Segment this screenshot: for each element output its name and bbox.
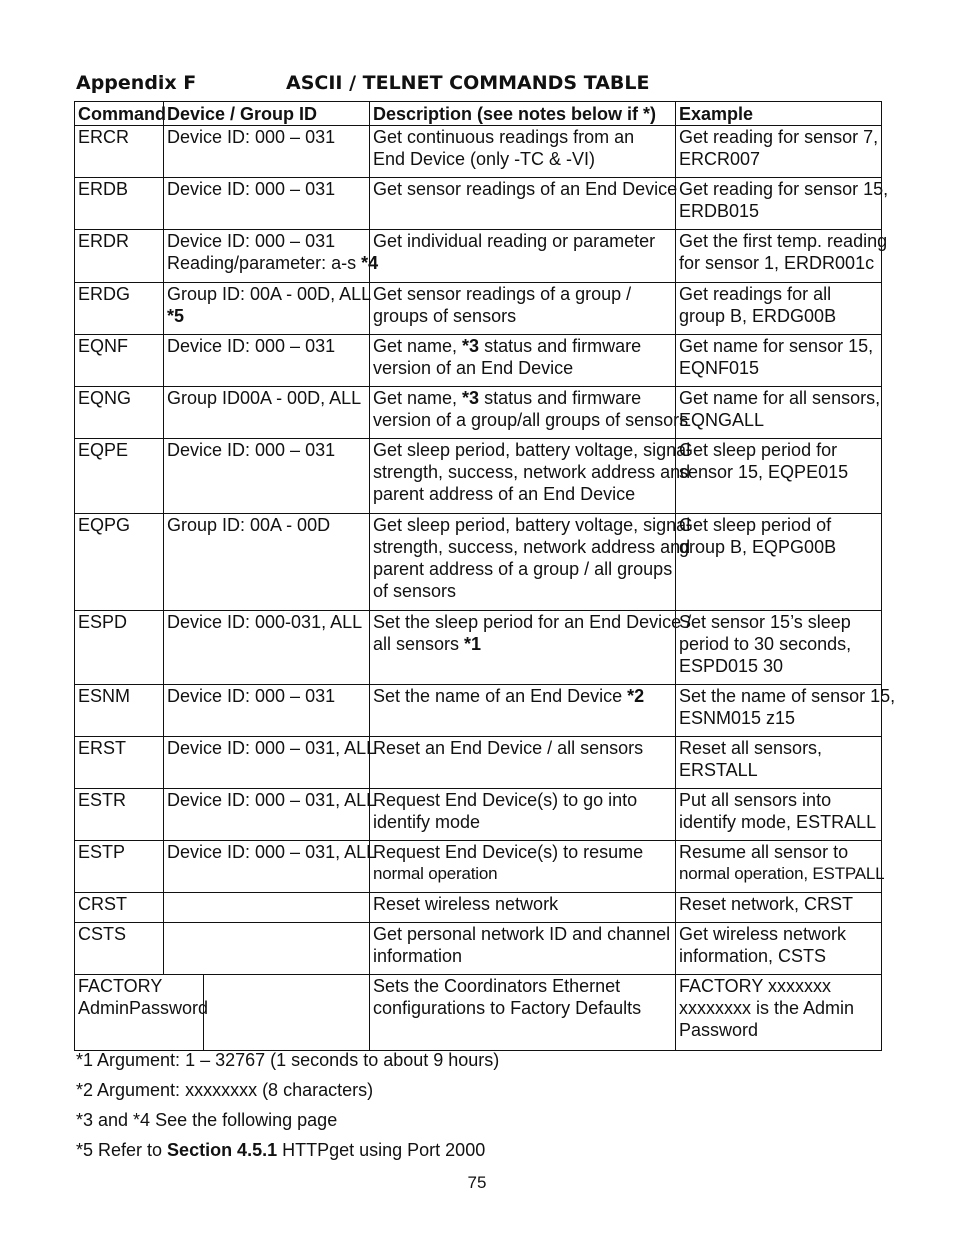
command-text: AdminPassword [78, 998, 209, 1018]
description-cell-line [373, 409, 689, 431]
text-segment: Get personal network ID and channel [373, 924, 671, 944]
page-number: 75 [467, 1173, 487, 1192]
text-segment: xxxxxxxx is the Admin [679, 998, 855, 1018]
device-cell [164, 283, 370, 335]
table-title: ASCII / TELNET COMMANDS TABLE [286, 72, 650, 94]
device-cell [164, 685, 370, 737]
text-segment: Request End Device(s) to resume [373, 842, 644, 862]
table-header [75, 102, 882, 126]
example-cell-line [679, 252, 878, 274]
footnote-segment: *1 Argument: 1 – 32767 (1 seconds to about 9 hours) [76, 1050, 500, 1070]
example-cell-line [679, 789, 878, 811]
example-cell [676, 283, 882, 335]
device-cell-line [167, 611, 366, 633]
device-cell [164, 514, 370, 611]
device-cell-line [167, 737, 377, 759]
text-segment: ESPD015 30 [679, 656, 784, 676]
description-cell-line [373, 611, 692, 633]
table-row [75, 685, 882, 737]
example-cell-line [679, 685, 896, 707]
text-segment: Device ID: 000 – 031 [167, 336, 336, 356]
appendix-label: Appendix F [76, 72, 197, 94]
example-cell-line [679, 759, 878, 781]
example-cell [676, 789, 882, 841]
description-cell [370, 230, 676, 283]
footnote [76, 1079, 499, 1109]
footnote-segment: *3 and *4 See the following page [76, 1110, 338, 1130]
description-cell [370, 283, 676, 335]
example-cell [676, 975, 882, 1051]
example-cell [676, 335, 882, 387]
command-text: FACTORY [78, 976, 163, 996]
device-cell [164, 230, 379, 283]
text-segment: status and firmware [479, 336, 642, 356]
text-segment: EQNGALL [679, 410, 765, 430]
footnote [76, 1139, 499, 1169]
text-segment: FACTORY xxxxxxx [679, 976, 832, 996]
example-cell [676, 514, 882, 611]
example-cell-line [679, 811, 878, 833]
text-segment: *2 [627, 686, 645, 706]
description-cell [370, 439, 691, 514]
description-cell-line [373, 536, 691, 558]
example-cell-line [679, 997, 878, 1019]
device-cell-line [167, 283, 372, 305]
example-cell-line [679, 409, 878, 431]
table-row [75, 178, 882, 230]
command-cell [75, 387, 164, 439]
example-cell-line [679, 923, 878, 945]
command-cell [75, 126, 164, 178]
description-cell-line [373, 685, 672, 707]
text-segment: Get sleep period for [679, 440, 838, 460]
description-cell [370, 685, 676, 737]
text-segment: *3 [462, 388, 480, 408]
command-text: ERDG [78, 284, 131, 304]
example-cell [676, 841, 885, 893]
command-text: ESPD [78, 612, 128, 632]
command-text: CRST [78, 894, 127, 914]
table-row [75, 514, 882, 611]
device-cell-line [167, 789, 377, 811]
text-segment: *5 [167, 306, 185, 326]
command-cell [75, 611, 164, 685]
text-segment: Set the sleep period for an End Device / [373, 612, 692, 632]
example-cell-line [679, 841, 878, 863]
footnote-segment: *2 Argument: xxxxxxxx (8 characters) [76, 1080, 374, 1100]
device-cell-line [167, 252, 379, 274]
header-description: Description (see notes below if *) [370, 102, 676, 126]
text-segment: Device ID: 000 – 031, ALL [167, 842, 377, 862]
text-segment: Device ID: 000 – 031 [167, 440, 336, 460]
text-segment: Reset all sensors, [679, 738, 823, 758]
command-cell [75, 685, 164, 737]
description-cell-line [373, 230, 672, 252]
command-cell [75, 737, 164, 789]
device-cell-line [167, 514, 366, 536]
text-segment: Group ID: 00A - 00D, ALL [167, 284, 372, 304]
example-cell [676, 685, 896, 737]
device-cell [164, 893, 370, 923]
description-cell-line [373, 923, 672, 945]
description-cell [370, 737, 676, 789]
text-segment: End Device (only -TC & -VI) [373, 149, 596, 169]
description-cell-line [373, 461, 691, 483]
description-cell-line [373, 335, 672, 357]
text-segment: Get sleep period, battery voltage, signal [373, 515, 691, 535]
commands-table [74, 101, 896, 1051]
example-cell-line [679, 514, 878, 536]
text-segment: Get wireless network [679, 924, 847, 944]
command-cell [75, 789, 164, 841]
device-cell-line [167, 387, 366, 409]
example-cell-line [679, 126, 878, 148]
text-segment: Group ID00A - 00D, ALL [167, 388, 362, 408]
footnotes [76, 1049, 499, 1169]
description-cell-line [373, 305, 672, 327]
example-cell-line [679, 633, 878, 655]
example-cell [676, 923, 882, 975]
command-cell [75, 283, 164, 335]
text-segment: identify mode [373, 812, 481, 832]
example-cell-line [679, 283, 878, 305]
text-segment: Device ID: 000 – 031, ALL [167, 738, 377, 758]
description-cell-line [373, 514, 691, 536]
text-segment: Password [679, 1020, 759, 1040]
text-segment: version of a group/all groups of sensors [373, 410, 689, 430]
device-cell-line [167, 230, 366, 252]
text-segment: Get sensor readings of a group / [373, 284, 632, 304]
device-cell-line [167, 439, 366, 461]
description-cell-line [373, 283, 672, 305]
footnote-segment: HTTPget using Port 2000 [277, 1140, 486, 1160]
description-cell [370, 335, 676, 387]
command-cell [75, 923, 164, 975]
example-cell-line [679, 230, 888, 252]
text-segment: ESNM015 z15 [679, 708, 796, 728]
example-cell-line [679, 387, 881, 409]
description-cell-line [373, 178, 678, 200]
text-segment: Sets the Coordinators Ethernet [373, 976, 621, 996]
description-cell [370, 178, 676, 230]
example-cell-line [679, 611, 878, 633]
text-segment: Get individual reading or parameter [373, 231, 656, 251]
description-cell [370, 841, 676, 893]
example-cell [676, 230, 888, 283]
command-cell [75, 514, 164, 611]
cell-divider [203, 975, 204, 1050]
example-cell [676, 611, 882, 685]
device-cell [164, 611, 370, 685]
description-cell [370, 514, 691, 611]
text-segment: Put all sensors into [679, 790, 832, 810]
text-segment: Get name for sensor 15, [679, 336, 874, 356]
device-cell [164, 923, 370, 975]
device-cell-line [167, 126, 366, 148]
example-cell-line [679, 975, 878, 997]
text-segment: ERCR007 [679, 149, 761, 169]
text-segment: Reset wireless network [373, 894, 559, 914]
command-cell [75, 230, 164, 283]
text-segment: parent address of a group / all groups [373, 559, 673, 579]
command-text: ERST [78, 738, 127, 758]
text-segment: Get sleep period of [679, 515, 832, 535]
text-segment: version of an End Device [373, 358, 574, 378]
device-cell [164, 387, 370, 439]
text-segment: Get readings for all [679, 284, 832, 304]
text-segment: Set the name of an End Device [373, 686, 628, 706]
table-row [75, 893, 882, 923]
example-cell-line [679, 737, 878, 759]
example-cell-line [679, 200, 878, 222]
command-cell [75, 893, 164, 923]
command-text: ESTP [78, 842, 126, 862]
footnote [76, 1049, 499, 1079]
description-cell-line [373, 893, 672, 915]
device-cell-line [167, 305, 366, 327]
device-cell [164, 335, 370, 387]
description-cell-line [373, 841, 672, 863]
header-command: Command [75, 102, 164, 126]
device-cell [164, 975, 370, 1051]
description-cell [370, 789, 676, 841]
description-cell-line [373, 789, 672, 811]
example-cell-line [679, 863, 885, 885]
text-segment: normal operation, ESTPALL [679, 864, 885, 883]
text-segment: for sensor 1, ERDR001c [679, 253, 875, 273]
command-text: ESNM [78, 686, 131, 706]
header-example: Example [676, 102, 882, 126]
command-text: EQNF [78, 336, 129, 356]
text-segment: Get continuous readings from an [373, 127, 635, 147]
device-cell-line [167, 178, 366, 200]
table-body [75, 126, 896, 1051]
description-cell [370, 126, 676, 178]
table-row [75, 611, 882, 685]
text-segment: Device ID: 000 – 031 [167, 127, 336, 147]
example-cell-line [679, 707, 878, 729]
text-segment: normal operation [373, 864, 498, 883]
command-text: ERCR [78, 127, 130, 147]
footnote [76, 1109, 499, 1139]
description-cell [370, 611, 692, 685]
example-cell-line [679, 655, 878, 677]
description-cell-line [373, 811, 672, 833]
table-row [75, 126, 882, 178]
command-text: ERDR [78, 231, 130, 251]
text-segment: information [373, 946, 463, 966]
device-cell [164, 841, 377, 893]
description-cell-line [373, 126, 672, 148]
text-segment: Get reading for sensor 15, [679, 179, 889, 199]
example-cell-line [679, 536, 878, 558]
text-segment: ERSTALL [679, 760, 758, 780]
text-segment: identify mode, ESTRALL [679, 812, 877, 832]
example-cell-line [679, 439, 878, 461]
text-segment: Reset an End Device / all sensors [373, 738, 644, 758]
text-segment: Request End Device(s) to go into [373, 790, 638, 810]
text-segment: Get name, [373, 388, 463, 408]
device-cell-line [167, 335, 366, 357]
example-cell-line [679, 1019, 878, 1041]
example-cell-line [679, 148, 878, 170]
text-segment: Group ID: 00A - 00D [167, 515, 331, 535]
command-cell [75, 335, 164, 387]
text-segment: parent address of an End Device [373, 484, 636, 504]
example-cell-line [679, 305, 878, 327]
table-row [75, 923, 882, 975]
device-cell [164, 789, 377, 841]
text-segment: groups of sensors [373, 306, 517, 326]
text-segment: information, CSTS [679, 946, 827, 966]
command-cell [75, 439, 164, 514]
text-segment: Device ID: 000-031, ALL [167, 612, 363, 632]
text-segment: Device ID: 000 – 031 [167, 179, 336, 199]
text-segment: Get name for all sensors, [679, 388, 881, 408]
description-cell-line [373, 558, 672, 580]
table-row [75, 439, 882, 514]
device-cell [164, 126, 370, 178]
text-segment: period to 30 seconds, [679, 634, 852, 654]
text-segment: Device ID: 000 – 031, ALL [167, 790, 377, 810]
text-segment: *3 [462, 336, 480, 356]
text-segment: sensor 15, EQPE015 [679, 462, 849, 482]
footnote-segment: Section 4.5.1 [167, 1140, 278, 1160]
description-cell-line [373, 997, 672, 1019]
command-text: EQPG [78, 515, 131, 535]
device-cell [164, 737, 377, 789]
text-segment: Set sensor 15’s sleep [679, 612, 851, 632]
text-segment: strength, success, network address and [373, 462, 691, 482]
table-row [75, 335, 882, 387]
description-cell-line [373, 737, 672, 759]
text-segment: Resume all sensor to [679, 842, 849, 862]
text-segment: Set the name of sensor 15, [679, 686, 896, 706]
command-cell [75, 841, 164, 893]
text-segment: Get sleep period, battery voltage, signal [373, 440, 691, 460]
text-segment: Get name, [373, 336, 463, 356]
example-cell-line [679, 357, 878, 379]
description-cell-line [373, 439, 691, 461]
example-cell-line [679, 461, 878, 483]
table-row [75, 230, 882, 283]
example-cell [676, 387, 882, 439]
text-segment: Get the first temp. reading [679, 231, 888, 251]
example-cell [676, 178, 889, 230]
footnote-segment: *5 Refer to [76, 1140, 168, 1160]
table-row [75, 737, 882, 789]
example-cell-line [679, 178, 889, 200]
header-device-group-id: Device / Group ID [164, 102, 370, 126]
description-cell-line [373, 483, 672, 505]
example-cell-line [679, 945, 878, 967]
table-row [75, 975, 882, 1051]
text-segment: *1 [464, 634, 482, 654]
text-segment: of sensors [373, 581, 457, 601]
table-row [75, 283, 882, 335]
example-cell-line [679, 893, 878, 915]
example-cell [676, 893, 882, 923]
description-cell [370, 923, 676, 975]
description-cell-line [373, 580, 672, 602]
example-cell [676, 737, 882, 789]
device-cell-line [167, 841, 377, 863]
device-cell-line [167, 685, 366, 707]
description-cell-line [373, 387, 672, 409]
description-cell [370, 893, 676, 923]
description-cell [370, 975, 676, 1051]
text-segment: all sensors [373, 634, 465, 654]
text-segment: ERDB015 [679, 201, 760, 221]
description-cell-line [373, 945, 672, 967]
text-segment: Reset network, CRST [679, 894, 854, 914]
description-cell-line [373, 975, 672, 997]
device-cell [164, 178, 370, 230]
description-cell-line [373, 633, 672, 655]
text-segment: Reading/parameter: a-s [167, 253, 362, 273]
example-cell [676, 126, 882, 178]
command-text: EQPE [78, 440, 129, 460]
command-text: ERDB [78, 179, 129, 199]
text-segment: Get sensor readings of an End Device [373, 179, 678, 199]
text-segment: group B, ERDG00B [679, 306, 837, 326]
table-row [75, 387, 882, 439]
command-text: EQNG [78, 388, 132, 408]
text-segment: *4 [361, 253, 379, 273]
text-segment: status and firmware [479, 388, 642, 408]
device-cell [164, 439, 370, 514]
description-cell [370, 387, 689, 439]
text-segment: Device ID: 000 – 031 [167, 231, 336, 251]
text-segment: configurations to Factory Defaults [373, 998, 642, 1018]
command-cell [75, 178, 164, 230]
example-cell [676, 439, 882, 514]
text-segment: strength, success, network address and [373, 537, 691, 557]
text-segment: group B, EQPG00B [679, 537, 837, 557]
command-text: ESTR [78, 790, 127, 810]
command-cell [75, 975, 209, 1051]
table-row [75, 841, 882, 893]
description-cell-line [373, 357, 672, 379]
text-segment: EQNF015 [679, 358, 760, 378]
description-cell-line [373, 148, 672, 170]
command-text: CSTS [78, 924, 127, 944]
header-row [75, 102, 882, 126]
table-row [75, 789, 882, 841]
example-cell-line [679, 335, 878, 357]
description-cell-line [373, 863, 672, 885]
text-segment: Device ID: 000 – 031 [167, 686, 336, 706]
text-segment: Get reading for sensor 7, [679, 127, 879, 147]
